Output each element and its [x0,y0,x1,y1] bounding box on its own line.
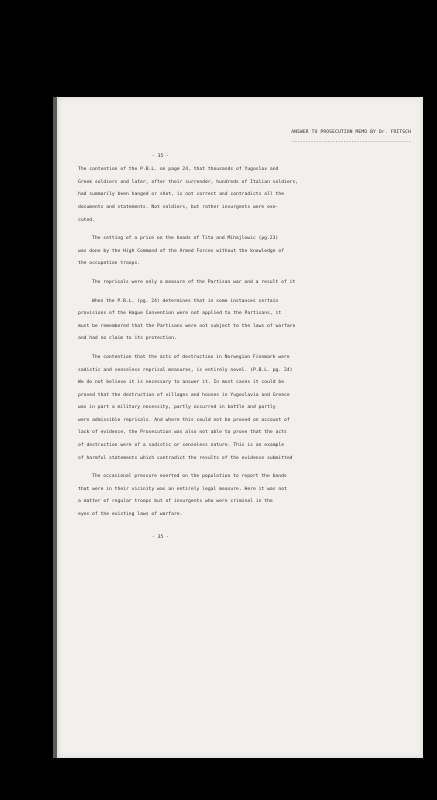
paragraph-2 [78,233,433,271]
text-line: had summarily been hanged or shot, is not correct and contradicts all the [78,192,285,198]
text-line: lack of evidence, the Prosecution was also not able to prove that the acts [78,430,287,436]
text-line: When the P.B.L. (pg. 24) determines that in some instances certain [92,298,279,304]
text-line: of destruction were of a sadistic or senseless nature. This is an example [78,443,285,449]
text-line: was in part a military necessity, partly occurred in battle and partly [78,405,276,411]
text-line: provisions of the Hague Convention were not applied to the Partisans, it [78,311,282,317]
text-line: The contention that the acts of destruction in Norwegian Finnmark were [92,354,290,360]
text-line: The contention of the P.B.L. on page 24, that thousands of Yugoslav and [78,167,279,173]
text-line: of harmful statements which contradict the results of the evidence submitted [78,455,293,461]
text-line: The reprisals were only a measure of the Partisan war and a result of it [92,279,296,285]
document-header-title: ANSWER TO PROSECUTION MEMO BY Dr. FRITSCH [291,130,411,135]
text-line: Greek soldiers and later, after their surrender, hundreds of Italian soldiers, [78,179,299,185]
text-line: We do not believe it is necessary to answer it. In most cases it could be [78,380,285,386]
page-number-bottom: - 35 - [152,534,169,540]
text-line: a matter of regular troops but of insurgents who were criminal in the [78,499,273,505]
text-line: cuted. [78,217,95,223]
text-line: that were in their vicinity was an entirely legal measure. Here it was not [78,486,287,492]
text-line: and had no claim to its protection. [78,336,177,342]
text-line: The occasional pressure exerted on the population to report the bands [92,474,287,480]
text-line: were admissible reprisals. And where this could not be proved on account of [78,417,290,423]
text-line: The setting of a price on the heads of Tito and Mihajlowic (pg.23) [92,236,279,242]
header-underline: -------------------------------------------- [291,139,411,145]
text-line: must be remembered that the Partisans were not subject to the laws of warfare [78,323,296,329]
paragraph-3 [78,277,433,290]
paragraph-1 [78,164,433,227]
page-number-top: - 35 - [152,153,169,159]
paragraph-4 [78,296,433,346]
document-page [57,97,423,758]
text-line: eyes of the existing laws of warfare. [78,512,183,518]
text-line: the occupation troops. [78,261,141,267]
paragraph-6 [78,471,433,521]
text-line: proved that the destruction of villages and houses in Yugoslavia and Greece [78,392,290,398]
text-line: was done by the High Command of the Armed Forces without the knowledge of [78,248,285,254]
page-content [78,127,433,544]
text-line: sadistic and senseless reprisal measures, is entirely novel. (P.B.L. pg. 24) [78,367,293,373]
paragraph-5 [78,352,433,465]
text-line: documents and statements. Not soldiers, but rather insurgents were exe- [78,204,279,210]
